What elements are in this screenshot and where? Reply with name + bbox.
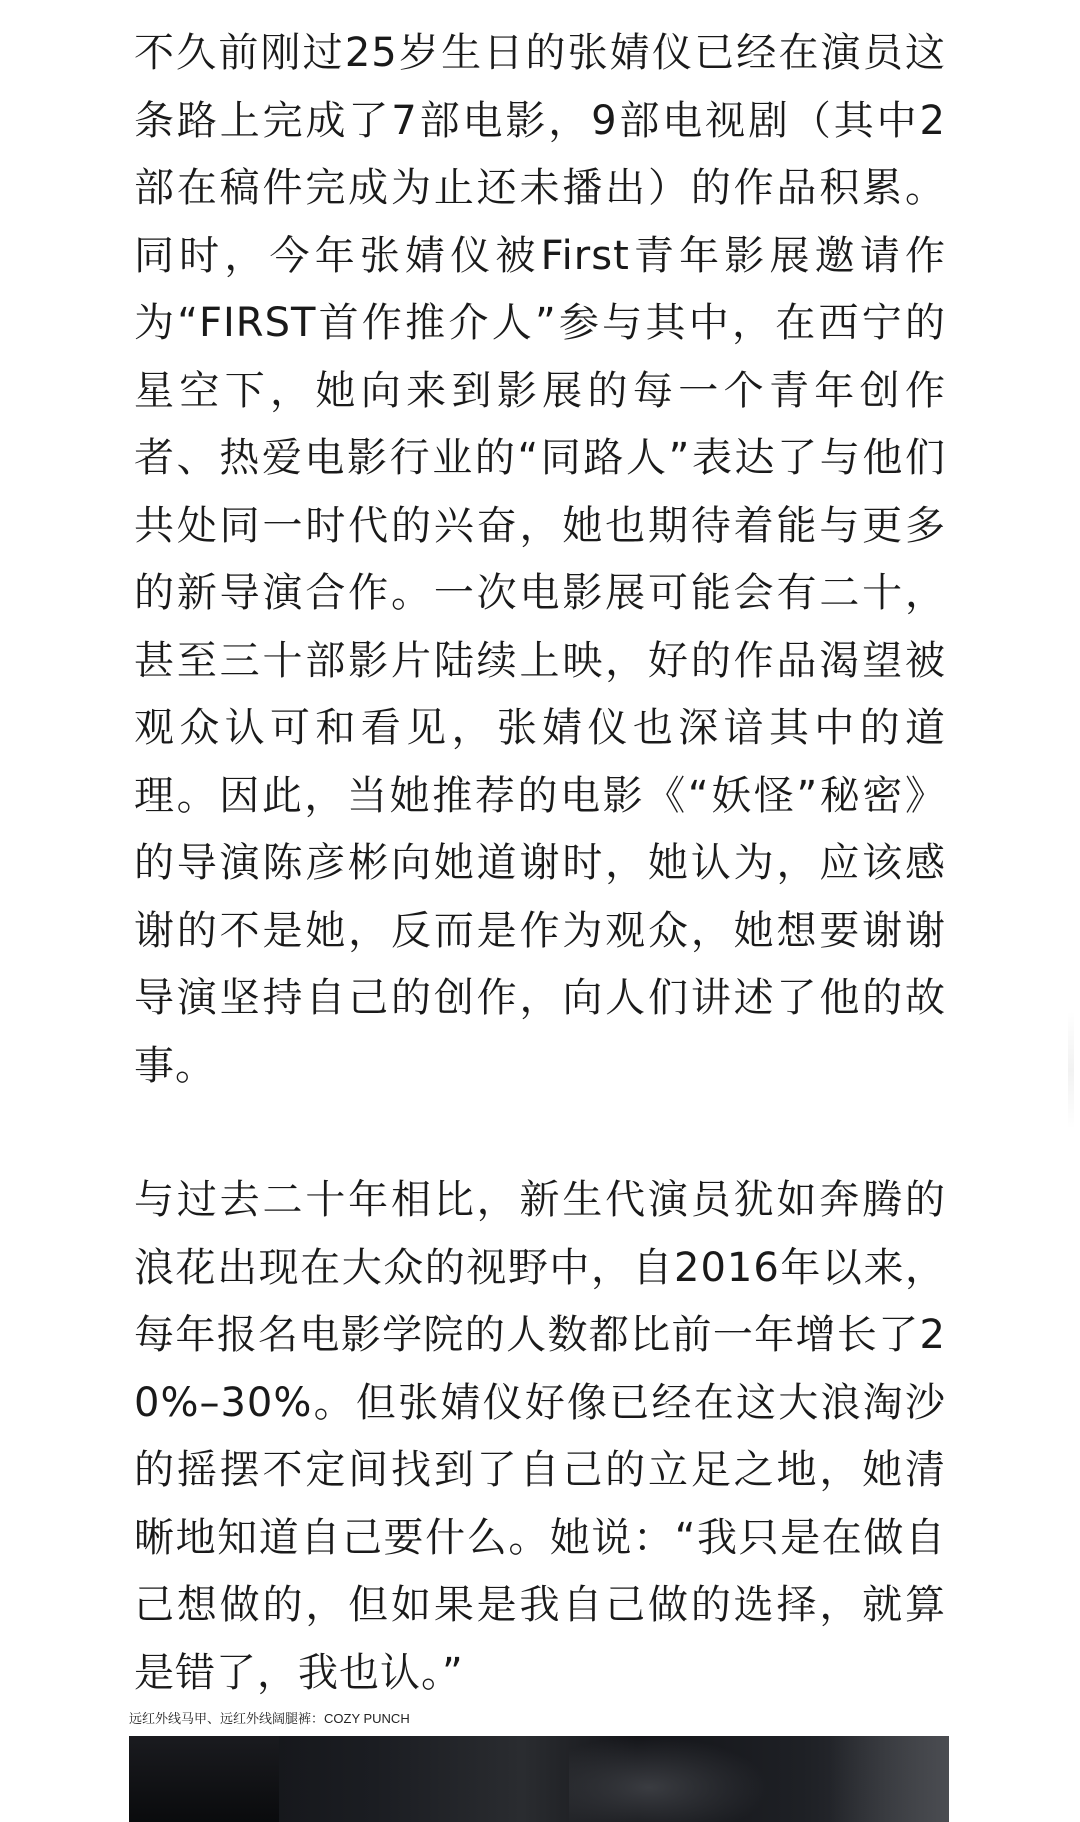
- article-photo[interactable]: [129, 1736, 949, 1822]
- scrollbar-thumb[interactable]: [1068, 1010, 1074, 1130]
- article-paragraph-1: 不久前刚过25岁生日的张婧仪已经在演员这条路上完成了7部电影，9部电视剧（其中2部在稿件完成为止还未播出）的作品积累。同时，今年张婧仪被First青年影展邀请作为“FIRST首作推介人”参与其中，在西宁的星空下，她向来到影展的每一个青年创作者、热爱电影行业的“同路人”表达了与他们共处同一时代的兴奋，她也期待着能与更多的新导演合作。一次电影展可能会有二十，甚至三十部影片陆续上映，好的作品渴望被观众认可和看见，张婧仪也深谙其中的道理。因此，当她推荐的电影《“妖怪”秘密》的导演陈彦彬向她道谢时，她认为，应该感谢的不是她，反而是作为观众，她想要谢谢导演坚持自己的创作，向人们讲述了他的故事。: [134, 30, 946, 1089]
- article-body: [134, 20, 946, 1707]
- photo-light-right: [829, 1736, 949, 1822]
- photo-highlight: [569, 1736, 769, 1822]
- photo-shadow-left: [129, 1736, 279, 1822]
- article-paragraph-2: 与过去二十年相比，新生代演员犹如奔腾的浪花出现在大众的视野中，自2016年以来，每年报名电影学院的人数都比前一年增长了20%–30%。但张婧仪好像已经在这大浪淘沙的摇摆不定间找到了自己的立足之地，她清晰地知道自己要什么。她说：“我只是在做自己想做的，但如果是我自己做的选择，就算是错了，我也认。”: [134, 1177, 946, 1696]
- photo-caption: 远红外线马甲、远红外线阔腿裤：COZY PUNCH: [129, 1711, 410, 1726]
